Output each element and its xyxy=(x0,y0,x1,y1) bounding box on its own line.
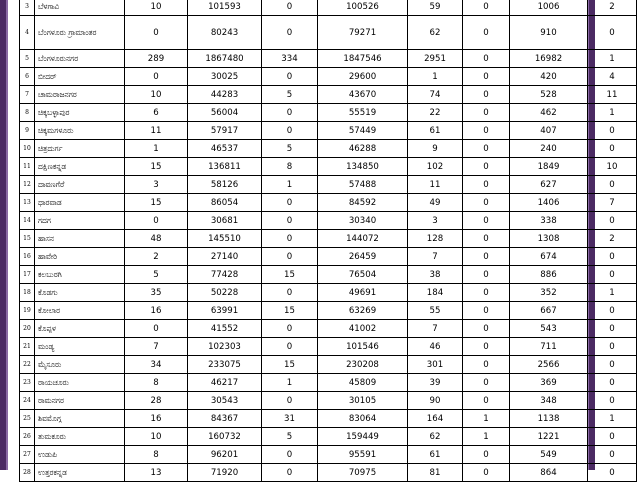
value-cell-6: 0 xyxy=(463,68,510,86)
value-cell-3: 0 xyxy=(262,248,318,266)
table-row xyxy=(20,16,637,50)
district-name-cell: ರಾಯಚೂರು xyxy=(35,374,125,392)
value-cell-1: 1 xyxy=(125,140,188,158)
value-cell-4: 76504 xyxy=(318,266,408,284)
value-cell-3: 0 xyxy=(262,0,318,16)
value-cell-6: 0 xyxy=(463,230,510,248)
value-cell-5: 7 xyxy=(408,320,463,338)
table-row xyxy=(20,158,637,176)
table-row xyxy=(20,86,637,104)
serial-number-cell: 7 xyxy=(20,86,35,104)
value-cell-2: 145510 xyxy=(188,230,262,248)
value-cell-3: 15 xyxy=(262,356,318,374)
district-name-cell: ಮೈಸೂರು xyxy=(35,356,125,374)
value-cell-6: 0 xyxy=(463,140,510,158)
value-cell-3: 0 xyxy=(262,16,318,50)
value-cell-1: 0 xyxy=(125,212,188,230)
value-cell-1: 289 xyxy=(125,50,188,68)
value-cell-6: 0 xyxy=(463,266,510,284)
district-name-cell: ಶಿವಮೊಗ್ಗ xyxy=(35,410,125,428)
value-cell-5: 184 xyxy=(408,284,463,302)
value-cell-5: 55 xyxy=(408,302,463,320)
table-row xyxy=(20,374,637,392)
value-cell-8: 10 xyxy=(588,158,637,176)
value-cell-5: 61 xyxy=(408,122,463,140)
value-cell-1: 16 xyxy=(125,302,188,320)
value-cell-3: 0 xyxy=(262,230,318,248)
table-row xyxy=(20,392,637,410)
value-cell-6: 0 xyxy=(463,302,510,320)
value-cell-4: 101546 xyxy=(318,338,408,356)
serial-number-cell: 22 xyxy=(20,356,35,374)
value-cell-7: 462 xyxy=(510,104,588,122)
serial-number-cell: 18 xyxy=(20,284,35,302)
serial-number-cell: 27 xyxy=(20,446,35,464)
district-name-cell: ಬೆಳಗಾವಿ xyxy=(35,0,125,16)
value-cell-5: 102 xyxy=(408,158,463,176)
value-cell-8: 1 xyxy=(588,50,637,68)
value-cell-1: 0 xyxy=(125,68,188,86)
serial-number-cell: 24 xyxy=(20,392,35,410)
serial-number-cell: 4 xyxy=(20,16,35,50)
value-cell-5: 61 xyxy=(408,446,463,464)
value-cell-6: 0 xyxy=(463,338,510,356)
table-row xyxy=(20,320,637,338)
value-cell-5: 11 xyxy=(408,176,463,194)
table-row xyxy=(20,446,637,464)
value-cell-3: 5 xyxy=(262,140,318,158)
value-cell-8: 0 xyxy=(588,428,637,446)
value-cell-5: 22 xyxy=(408,104,463,122)
serial-number-cell: 25 xyxy=(20,410,35,428)
value-cell-1: 11 xyxy=(125,122,188,140)
value-cell-6: 1 xyxy=(463,428,510,446)
value-cell-5: 164 xyxy=(408,410,463,428)
serial-number-cell: 6 xyxy=(20,68,35,86)
value-cell-1: 15 xyxy=(125,194,188,212)
value-cell-7: 549 xyxy=(510,446,588,464)
value-cell-3: 1 xyxy=(262,176,318,194)
value-cell-7: 2566 xyxy=(510,356,588,374)
value-cell-7: 1138 xyxy=(510,410,588,428)
value-cell-4: 30105 xyxy=(318,392,408,410)
value-cell-4: 84592 xyxy=(318,194,408,212)
district-name-cell: ರಾಮನಗರ xyxy=(35,392,125,410)
value-cell-1: 28 xyxy=(125,392,188,410)
value-cell-8: 4 xyxy=(588,68,637,86)
value-cell-3: 0 xyxy=(262,104,318,122)
value-cell-4: 79271 xyxy=(318,16,408,50)
value-cell-2: 27140 xyxy=(188,248,262,266)
value-cell-4: 230208 xyxy=(318,356,408,374)
value-cell-5: 49 xyxy=(408,194,463,212)
value-cell-2: 46537 xyxy=(188,140,262,158)
value-cell-1: 8 xyxy=(125,374,188,392)
value-cell-4: 55519 xyxy=(318,104,408,122)
serial-number-cell: 15 xyxy=(20,230,35,248)
table-row xyxy=(20,302,637,320)
table-row xyxy=(20,140,637,158)
value-cell-3: 8 xyxy=(262,158,318,176)
table-row xyxy=(20,410,637,428)
value-cell-8: 1 xyxy=(588,104,637,122)
value-cell-8: 0 xyxy=(588,140,637,158)
value-cell-1: 3 xyxy=(125,176,188,194)
district-name-cell: ಗದಗ xyxy=(35,212,125,230)
district-name-cell: ಚಿತ್ರದುರ್ಗ xyxy=(35,140,125,158)
value-cell-5: 301 xyxy=(408,356,463,374)
value-cell-2: 102303 xyxy=(188,338,262,356)
value-cell-4: 41002 xyxy=(318,320,408,338)
value-cell-1: 13 xyxy=(125,464,188,482)
value-cell-4: 57488 xyxy=(318,176,408,194)
table-row xyxy=(20,176,637,194)
value-cell-6: 0 xyxy=(463,374,510,392)
value-cell-2: 46217 xyxy=(188,374,262,392)
value-cell-4: 144072 xyxy=(318,230,408,248)
value-cell-6: 0 xyxy=(463,104,510,122)
value-cell-8: 11 xyxy=(588,86,637,104)
value-cell-8: 0 xyxy=(588,122,637,140)
value-cell-3: 0 xyxy=(262,446,318,464)
value-cell-7: 338 xyxy=(510,212,588,230)
value-cell-8: 7 xyxy=(588,194,637,212)
value-cell-2: 101593 xyxy=(188,0,262,16)
serial-number-cell: 23 xyxy=(20,374,35,392)
district-name-cell: ಉಡುಪಿ xyxy=(35,446,125,464)
table-row xyxy=(20,464,637,482)
value-cell-2: 30681 xyxy=(188,212,262,230)
value-cell-6: 0 xyxy=(463,86,510,104)
table-row xyxy=(20,284,637,302)
serial-number-cell: 14 xyxy=(20,212,35,230)
serial-number-cell: 3 xyxy=(20,0,35,16)
value-cell-8: 1 xyxy=(588,284,637,302)
value-cell-7: 407 xyxy=(510,122,588,140)
value-cell-2: 57917 xyxy=(188,122,262,140)
district-name-cell: ಮಂಡ್ಯ xyxy=(35,338,125,356)
value-cell-6: 0 xyxy=(463,446,510,464)
table-row xyxy=(20,266,637,284)
value-cell-5: 74 xyxy=(408,86,463,104)
table-row xyxy=(20,50,637,68)
value-cell-8: 0 xyxy=(588,446,637,464)
value-cell-3: 0 xyxy=(262,194,318,212)
value-cell-4: 70975 xyxy=(318,464,408,482)
value-cell-4: 46288 xyxy=(318,140,408,158)
value-cell-3: 0 xyxy=(262,68,318,86)
serial-number-cell: 26 xyxy=(20,428,35,446)
value-cell-7: 348 xyxy=(510,392,588,410)
serial-number-cell: 16 xyxy=(20,248,35,266)
value-cell-7: 674 xyxy=(510,248,588,266)
serial-number-cell: 11 xyxy=(20,158,35,176)
value-cell-5: 1 xyxy=(408,68,463,86)
value-cell-3: 334 xyxy=(262,50,318,68)
district-name-cell: ಹಾಸನ xyxy=(35,230,125,248)
district-name-cell: ತುಮಕೂರು xyxy=(35,428,125,446)
serial-number-cell: 21 xyxy=(20,338,35,356)
value-cell-6: 0 xyxy=(463,392,510,410)
value-cell-2: 56004 xyxy=(188,104,262,122)
value-cell-7: 1221 xyxy=(510,428,588,446)
district-name-cell: ಕಲಬುರಗಿ xyxy=(35,266,125,284)
value-cell-2: 96201 xyxy=(188,446,262,464)
value-cell-4: 30340 xyxy=(318,212,408,230)
value-cell-8: 2 xyxy=(588,230,637,248)
district-name-cell: ಉತ್ತರಕನ್ನಡ xyxy=(35,464,125,482)
district-name-cell: ಕೊಪ್ಪಳ xyxy=(35,320,125,338)
value-cell-5: 39 xyxy=(408,374,463,392)
value-cell-1: 34 xyxy=(125,356,188,374)
table-body xyxy=(20,0,637,482)
serial-number-cell: 8 xyxy=(20,104,35,122)
district-statistics-table xyxy=(19,0,637,482)
value-cell-3: 0 xyxy=(262,212,318,230)
value-cell-5: 90 xyxy=(408,392,463,410)
value-cell-6: 0 xyxy=(463,284,510,302)
value-cell-2: 84367 xyxy=(188,410,262,428)
value-cell-1: 16 xyxy=(125,410,188,428)
value-cell-4: 49691 xyxy=(318,284,408,302)
value-cell-6: 0 xyxy=(463,0,510,16)
table-row xyxy=(20,104,637,122)
value-cell-2: 86054 xyxy=(188,194,262,212)
serial-number-cell: 12 xyxy=(20,176,35,194)
value-cell-5: 3 xyxy=(408,212,463,230)
value-cell-1: 48 xyxy=(125,230,188,248)
value-cell-4: 95591 xyxy=(318,446,408,464)
value-cell-3: 0 xyxy=(262,338,318,356)
value-cell-1: 7 xyxy=(125,338,188,356)
value-cell-7: 1849 xyxy=(510,158,588,176)
value-cell-2: 50228 xyxy=(188,284,262,302)
value-cell-3: 15 xyxy=(262,266,318,284)
value-cell-5: 81 xyxy=(408,464,463,482)
value-cell-4: 29600 xyxy=(318,68,408,86)
page-border-left xyxy=(0,0,8,470)
value-cell-6: 0 xyxy=(463,248,510,266)
table-row xyxy=(20,428,637,446)
table-row xyxy=(20,68,637,86)
value-cell-7: 1308 xyxy=(510,230,588,248)
value-cell-7: 627 xyxy=(510,176,588,194)
district-name-cell: ಬೆಂಗಳೂರು ಗ್ರಾಮಾಂತರ xyxy=(35,16,125,50)
serial-number-cell: 5 xyxy=(20,50,35,68)
value-cell-1: 10 xyxy=(125,428,188,446)
district-name-cell: ಕೋಲಾರ xyxy=(35,302,125,320)
value-cell-4: 63269 xyxy=(318,302,408,320)
value-cell-1: 35 xyxy=(125,284,188,302)
value-cell-2: 30025 xyxy=(188,68,262,86)
value-cell-8: 0 xyxy=(588,464,637,482)
serial-number-cell: 28 xyxy=(20,464,35,482)
value-cell-8: 0 xyxy=(588,302,637,320)
value-cell-7: 352 xyxy=(510,284,588,302)
value-cell-1: 5 xyxy=(125,266,188,284)
value-cell-7: 528 xyxy=(510,86,588,104)
value-cell-4: 26459 xyxy=(318,248,408,266)
value-cell-4: 45809 xyxy=(318,374,408,392)
value-cell-7: 240 xyxy=(510,140,588,158)
value-cell-7: 543 xyxy=(510,320,588,338)
value-cell-2: 1867480 xyxy=(188,50,262,68)
value-cell-4: 43670 xyxy=(318,86,408,104)
district-name-cell: ಚಿಕ್ಕಮಗಳೂರು xyxy=(35,122,125,140)
district-name-cell: ಬೀದರ್ xyxy=(35,68,125,86)
value-cell-1: 6 xyxy=(125,104,188,122)
value-cell-3: 0 xyxy=(262,122,318,140)
value-cell-5: 38 xyxy=(408,266,463,284)
value-cell-8: 0 xyxy=(588,16,637,50)
value-cell-2: 71920 xyxy=(188,464,262,482)
value-cell-7: 420 xyxy=(510,68,588,86)
value-cell-5: 2951 xyxy=(408,50,463,68)
value-cell-6: 0 xyxy=(463,464,510,482)
value-cell-6: 0 xyxy=(463,194,510,212)
value-cell-1: 10 xyxy=(125,86,188,104)
serial-number-cell: 20 xyxy=(20,320,35,338)
district-name-cell: ಚಿಕ್ಕಬಳ್ಳಾಪುರ xyxy=(35,104,125,122)
value-cell-4: 134850 xyxy=(318,158,408,176)
serial-number-cell: 9 xyxy=(20,122,35,140)
value-cell-6: 1 xyxy=(463,410,510,428)
value-cell-3: 5 xyxy=(262,428,318,446)
value-cell-2: 77428 xyxy=(188,266,262,284)
value-cell-5: 128 xyxy=(408,230,463,248)
value-cell-7: 667 xyxy=(510,302,588,320)
district-name-cell: ಬೆಂಗಳೂರುನಗರ xyxy=(35,50,125,68)
value-cell-7: 369 xyxy=(510,374,588,392)
value-cell-8: 0 xyxy=(588,392,637,410)
value-cell-6: 0 xyxy=(463,176,510,194)
value-cell-8: 0 xyxy=(588,374,637,392)
value-cell-7: 16982 xyxy=(510,50,588,68)
value-cell-5: 59 xyxy=(408,0,463,16)
value-cell-2: 233075 xyxy=(188,356,262,374)
district-name-cell: ಕೊಡಗು xyxy=(35,284,125,302)
value-cell-5: 9 xyxy=(408,140,463,158)
value-cell-8: 2 xyxy=(588,0,637,16)
value-cell-1: 0 xyxy=(125,320,188,338)
value-cell-8: 0 xyxy=(588,356,637,374)
value-cell-2: 160732 xyxy=(188,428,262,446)
value-cell-2: 58126 xyxy=(188,176,262,194)
table-row xyxy=(20,230,637,248)
value-cell-6: 0 xyxy=(463,16,510,50)
value-cell-6: 0 xyxy=(463,158,510,176)
table-row xyxy=(20,248,637,266)
value-cell-6: 0 xyxy=(463,122,510,140)
value-cell-7: 1006 xyxy=(510,0,588,16)
value-cell-4: 83064 xyxy=(318,410,408,428)
value-cell-2: 80243 xyxy=(188,16,262,50)
serial-number-cell: 13 xyxy=(20,194,35,212)
value-cell-3: 0 xyxy=(262,284,318,302)
value-cell-4: 100526 xyxy=(318,0,408,16)
serial-number-cell: 19 xyxy=(20,302,35,320)
table-row xyxy=(20,122,637,140)
value-cell-6: 0 xyxy=(463,356,510,374)
value-cell-6: 0 xyxy=(463,320,510,338)
value-cell-8: 0 xyxy=(588,176,637,194)
value-cell-8: 0 xyxy=(588,248,637,266)
value-cell-5: 62 xyxy=(408,428,463,446)
value-cell-3: 5 xyxy=(262,86,318,104)
value-cell-3: 0 xyxy=(262,464,318,482)
value-cell-3: 0 xyxy=(262,320,318,338)
value-cell-2: 136811 xyxy=(188,158,262,176)
value-cell-7: 910 xyxy=(510,16,588,50)
table-row xyxy=(20,194,637,212)
district-name-cell: ಹಾವೇರಿ xyxy=(35,248,125,266)
table-row xyxy=(20,0,637,16)
serial-number-cell: 10 xyxy=(20,140,35,158)
district-name-cell: ಧಾರವಾಡ xyxy=(35,194,125,212)
table-row xyxy=(20,212,637,230)
table-row xyxy=(20,356,637,374)
district-name-cell: ದಕ್ಷಿಣಕನ್ನಡ xyxy=(35,158,125,176)
value-cell-4: 159449 xyxy=(318,428,408,446)
value-cell-1: 2 xyxy=(125,248,188,266)
district-name-cell: ದಾವಣಗೆರೆ xyxy=(35,176,125,194)
value-cell-2: 41552 xyxy=(188,320,262,338)
value-cell-7: 864 xyxy=(510,464,588,482)
value-cell-6: 0 xyxy=(463,50,510,68)
value-cell-8: 0 xyxy=(588,212,637,230)
value-cell-4: 57449 xyxy=(318,122,408,140)
value-cell-5: 62 xyxy=(408,16,463,50)
value-cell-4: 1847546 xyxy=(318,50,408,68)
value-cell-1: 0 xyxy=(125,16,188,50)
value-cell-3: 0 xyxy=(262,392,318,410)
value-cell-7: 711 xyxy=(510,338,588,356)
value-cell-3: 31 xyxy=(262,410,318,428)
value-cell-2: 44283 xyxy=(188,86,262,104)
district-name-cell: ಚಾಮರಾಜನಗರ xyxy=(35,86,125,104)
value-cell-8: 0 xyxy=(588,320,637,338)
value-cell-8: 0 xyxy=(588,338,637,356)
value-cell-8: 0 xyxy=(588,266,637,284)
value-cell-1: 8 xyxy=(125,446,188,464)
value-cell-5: 46 xyxy=(408,338,463,356)
table-row xyxy=(20,338,637,356)
value-cell-7: 1406 xyxy=(510,194,588,212)
value-cell-7: 886 xyxy=(510,266,588,284)
value-cell-8: 1 xyxy=(588,410,637,428)
value-cell-6: 0 xyxy=(463,212,510,230)
value-cell-2: 30543 xyxy=(188,392,262,410)
value-cell-1: 10 xyxy=(125,0,188,16)
value-cell-3: 1 xyxy=(262,374,318,392)
value-cell-5: 7 xyxy=(408,248,463,266)
value-cell-1: 15 xyxy=(125,158,188,176)
value-cell-3: 15 xyxy=(262,302,318,320)
value-cell-2: 63991 xyxy=(188,302,262,320)
serial-number-cell: 17 xyxy=(20,266,35,284)
